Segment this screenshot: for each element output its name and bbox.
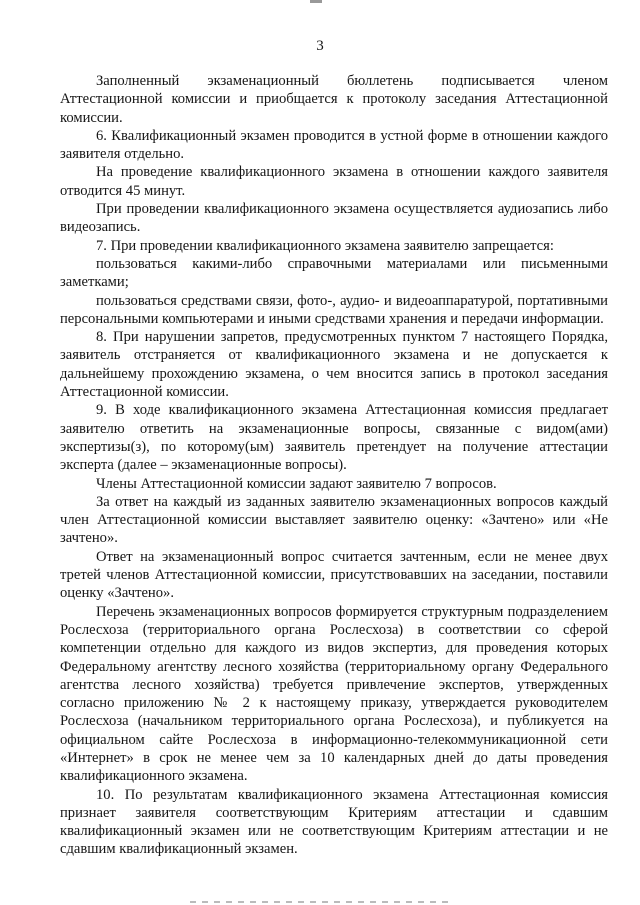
paragraph-10-results: 10. По результатам квалификационного экзамена Аттестационная комиссия признает заявителя соответствующим Критериям аттестации и сдавшим квалификационный экзамен или не соответствующим Критериям аттестации и не сдавшим квалификационный экзамен. <box>60 786 608 858</box>
paragraph-ballot-signing: Заполненный экзаменационный бюллетень подписывается членом Аттестационной комиссии и приобщается к протоколу заседания Аттестационной комиссии. <box>60 73 608 126</box>
scan-artifact-top <box>310 0 322 3</box>
paragraph-question-list: Перечень экзаменационных вопросов формируется структурным подразделением Рослесхоза (территориального органа Рослесхоза) в соответствии со сферой компетенции отдельно для каждого из видов экспертиз, для проведения которых Федеральному агентству лесного хозяйства (территориальному органу Федерального агентства лесного хозяйства) требуется привлечение экспертов, утвержденных согласно приложению № 2 к настоящему приказу, утверждается руководителем Рослесхоза (начальником территориального органа Рослесхоза), и публикуется на официальном сайте Рослесхоза в информационно-телекоммуникационной сети «Интернет» в срок не менее чем за 10 календарных дней до даты проведения квалификационного экзамена. <box>60 603 608 785</box>
document-body <box>60 72 608 859</box>
page-number: 3 <box>316 38 324 54</box>
paragraph-6-oral-exam: 6. Квалификационный экзамен проводится в устной форме в отношении каждого заявителя отдельно. <box>60 127 608 163</box>
paragraph-recording: При проведении квалификационного экзамена осуществляется аудиозапись либо видеозапись. <box>60 201 608 236</box>
paragraph-9-questions: 9. В ходе квалификационного экзамена Аттестационная комиссия предлагает заявителю ответить на экзаменационные вопросы, связанные с видом(ами) экспертизы(з), по которому(ым) заявитель претендует на получение аттестации эксперта (далее – экзаменационные вопросы). <box>60 402 608 474</box>
paragraph-exam-duration: На проведение квалификационного экзамена в отношении каждого заявителя отводится 45 минут. <box>60 164 608 199</box>
paragraph-grading: За ответ на каждый из заданных заявителю экзаменационных вопросов каждый член Аттестационной комиссии выставляет заявителю оценку: «Зачтено» или «Не зачтено». <box>60 493 608 547</box>
paragraph-pass-criteria: Ответ на экзаменационный вопрос считается зачтенным, если не менее двух третей членов Аттестационной комиссии, присутствовавших на заседании, поставили оценку «Зачтено». <box>60 548 608 602</box>
paragraph-prohibition-materials: пользоваться какими-либо справочными материалами или письменными заметками; <box>60 255 608 291</box>
paragraph-prohibition-devices: пользоваться средствами связи, фото-, аудио- и видеоаппаратурой, портативными персональными компьютерами и иными средствами хранения и передачи информации. <box>60 292 608 327</box>
paragraph-question-count: Члены Аттестационной комиссии задают заявителю 7 вопросов. <box>96 475 497 492</box>
paragraph-7-prohibitions: 7. При проведении квалификационного экзамена заявителю запрещается: <box>96 237 554 254</box>
scan-artifact-bottom <box>190 901 450 903</box>
paragraph-8-violation: 8. При нарушении запретов, предусмотренных пунктом 7 настоящего Порядка, заявитель отстраняется от квалификационного экзамена и не допускается к дальнейшему прохождению экзамена, о чем вносится запись в протокол заседания Аттестационной комиссии. <box>60 329 608 401</box>
